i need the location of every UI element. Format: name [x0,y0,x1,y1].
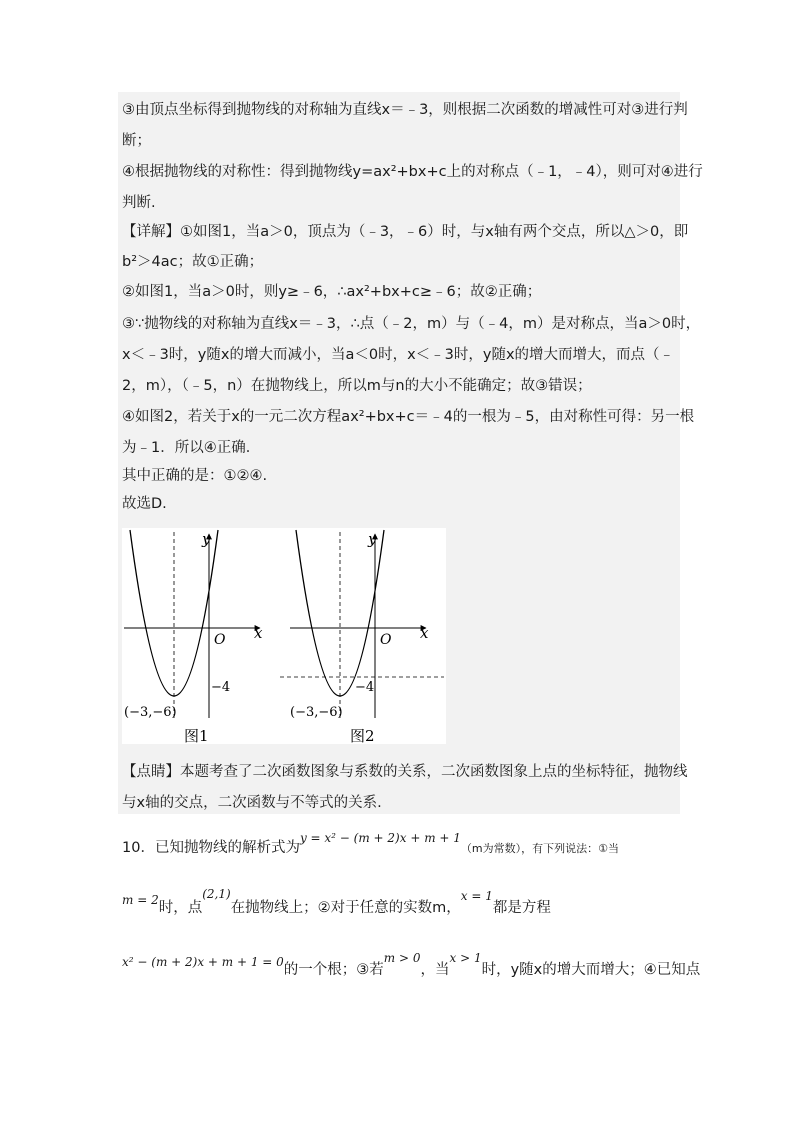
detail-line-9: 其中正确的是：①②④. [122,468,268,484]
detail-line-5: x＜﹣3时，y随x的增大而减小，当a＜0时，x＜﹣3时，y随x的增大而增大，而点（﹣ [122,347,675,363]
analysis-line-4: 判断. [122,195,156,211]
fig2-caption: 图2 [350,727,375,744]
fig1-vertex-label: (−3,−6) [124,705,177,720]
fig2-minus4-label: −4 [355,680,375,695]
q10-text-7: 时，y随x的增大而增大；④已知点 [481,962,701,978]
detail-line-4: ③∵抛物线的对称轴为直线x＝﹣3，∴点（﹣2，m）与（﹣4，m）是对称点，当a＞0时， [122,316,701,332]
fig2-x-label: x [420,624,429,642]
q10-text-5: 的一个根；③若 [283,962,384,978]
q10-number: 10．已知抛物线的解析式为 [122,840,300,856]
fig1-origin-label: O [214,632,226,648]
fig1-caption: 图1 [184,727,209,744]
question-10-line-3 [122,951,701,980]
q10-equation-parabola: y = x² − (m + 2)x + m + 1 [299,831,461,845]
detail-line-1: 【详解】①如图1，当a＞0，顶点为（﹣3，﹣6）时，与x轴有两个交点，所以△＞0，即 [122,224,689,240]
q10-text-4: 都是方程 [492,900,551,916]
fig1-minus4-label: −4 [211,680,231,695]
analysis-line-1: ③由顶点坐标得到抛物线的对称轴为直线x＝﹣3，则根据二次函数的增减性可对③进行判 [122,102,688,118]
q10-text-3: 在抛物线上；②对于任意的实数m， [230,900,461,916]
q10-text-6: ，当 [420,962,450,978]
comment-line-2: 与x轴的交点，二次函数与不等式的关系. [122,795,382,811]
figure-1 [124,530,263,744]
fig1-y-label: y [202,530,211,548]
q10-x-greater-1: x > 1 [449,951,482,965]
q10-x-equals-1: x = 1 [460,889,493,903]
figure-2 [280,530,444,744]
parabola-figures [122,528,446,744]
question-10-line-2 [122,887,551,918]
analysis-line-2: 断； [122,133,151,149]
detail-line-6: 2，m），（﹣5，n）在抛物线上，所以m与n的大小不能确定；故③错误； [122,378,592,394]
detail-line-7: ④如图2，若关于x的一元二次方程ax²+bx+c＝﹣4的一根为﹣5，由对称性可得：另一根 [122,409,695,425]
q10-equation-root: x² − (m + 2)x + m + 1 = 0 [122,955,284,969]
fig1-x-label: x [254,624,263,642]
q10-point: (2,1) [202,887,231,901]
q10-text-2: 时，点 [158,900,203,916]
comment-line-1: 【点睛】本题考查了二次函数图象与系数的关系，二次函数图象上点的坐标特征，抛物线 [122,764,688,780]
q10-text-1: （m为常数），有下列说法：①当 [460,842,619,855]
question-10-line-1 [122,831,619,859]
analysis-line-3: ④根据抛物线的对称性：得到抛物线y=ax²+bx+c上的对称点（﹣1，﹣4），则可对④进行 [122,164,703,180]
detail-line-3: ②如图1，当a＞0时，则y≥﹣6，∴ax²+bx+c≥﹣6；故②正确； [122,284,542,300]
fig2-vertex-label: (−3,−6) [290,705,343,720]
fig2-origin-label: O [380,632,392,648]
q10-m-greater-0: m > 0 [383,951,421,965]
detail-line-2: b²＞4ac；故①正确； [122,254,264,270]
detail-line-8: 为﹣1．所以④正确． [122,440,261,456]
detail-line-10: 故选D. [122,496,167,512]
fig2-y-label: y [368,530,377,548]
q10-m-equals-2: m = 2 [122,893,159,907]
